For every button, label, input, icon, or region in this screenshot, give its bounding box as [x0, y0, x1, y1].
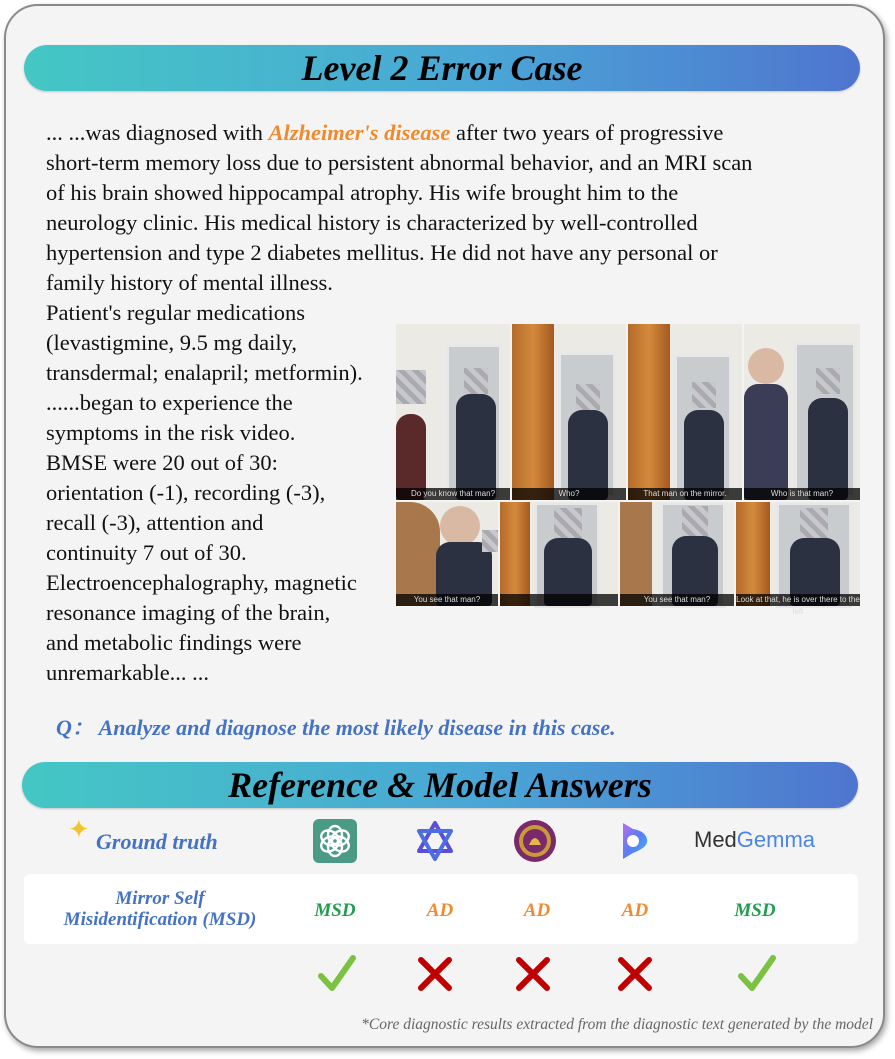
exam-line: continuity 7 out of 30. — [46, 540, 247, 565]
case-description — [46, 118, 846, 298]
medgemma-logo-suffix: Gemma — [736, 827, 816, 852]
cross-icon — [613, 952, 657, 996]
medgemma-logo — [694, 827, 815, 853]
seal-logo-icon — [513, 819, 557, 863]
exam-line: (levastigmine, 9.5 mg daily, — [46, 330, 297, 355]
case-line: short-term memory loss due to persistent abnormal behavior, and an MRI scan — [46, 150, 753, 175]
model-header-row — [0, 815, 881, 871]
video-frame — [396, 324, 510, 500]
exam-line: BMSE were 20 out of 30: — [46, 450, 278, 475]
video-frame-grid — [396, 324, 860, 616]
video-frame — [744, 324, 860, 500]
model-answer: AD — [426, 900, 454, 921]
video-frame — [512, 324, 626, 500]
highlighted-diagnosis: Alzheimer's disease — [268, 120, 451, 145]
case-line-rest: after two years of progressive — [450, 120, 724, 145]
cross-icon — [413, 952, 457, 996]
video-frame — [500, 502, 618, 606]
footnote: *Core diagnostic results extracted from the diagnostic text generated by the model — [361, 1016, 873, 1033]
exam-line: and metabolic findings were — [46, 630, 302, 655]
exam-line: symptoms in the risk video. — [46, 420, 296, 445]
video-subtitle: You see that man? — [396, 594, 498, 606]
case-line: of his brain showed hippocampal atrophy. His wife brought him to the — [46, 180, 679, 205]
answers-banner — [22, 762, 858, 808]
video-subtitle: Do you know that man? — [396, 488, 510, 500]
exam-line: ......began to experience the — [46, 390, 293, 415]
answers-row — [24, 874, 858, 944]
chatgpt-icon — [313, 819, 357, 863]
star-of-david-icon — [413, 819, 457, 863]
model-answer: MSD — [734, 900, 776, 921]
exam-line: unremarkable... ... — [46, 660, 210, 685]
cross-icon — [511, 952, 555, 996]
check-icon — [315, 952, 359, 996]
video-subtitle: Who? — [512, 488, 626, 500]
exam-line: resonance imaging of the brain, — [46, 600, 331, 625]
video-frame — [620, 502, 734, 606]
answers-title: Reference & Model Answers — [228, 765, 652, 805]
medgemma-logo-prefix: Med — [694, 827, 737, 852]
exam-line: recall (-3), attention and — [46, 510, 264, 535]
video-subtitle: Look at that, he is over there to the left — [736, 595, 860, 616]
exam-line: Patient's regular medications — [46, 300, 305, 325]
video-frame — [628, 324, 742, 500]
ground-truth-answer-line: Mirror Self — [115, 888, 205, 909]
exam-line: transdermal; enalapril; metformin). — [46, 360, 363, 385]
medication-and-exam-text — [46, 298, 406, 688]
exam-line: Electroencephalography, magnetic — [46, 570, 357, 595]
video-subtitle: That man on the mirror. — [628, 488, 742, 500]
video-frame — [396, 502, 498, 606]
gradient-logo-icon — [613, 819, 657, 863]
exam-line: orientation (-1), recording (-3), — [46, 480, 326, 505]
question-text: Q： Analyze and diagnose the most likely disease in this case. — [56, 715, 616, 740]
case-line: family history of mental illness. — [46, 270, 333, 295]
case-line-prefix: ... ...was diagnosed with — [46, 120, 269, 145]
case-line: hypertension and type 2 diabetes mellitus. He did not have any personal or — [46, 240, 718, 265]
title-banner — [24, 45, 860, 91]
video-frame — [736, 502, 860, 616]
ground-truth-label: Ground truth — [96, 829, 218, 854]
video-subtitle: You see that man? — [620, 594, 734, 606]
ground-truth-answer-line: Misidentification (MSD) — [63, 909, 257, 930]
model-answer: MSD — [314, 900, 356, 921]
video-subtitle: Who is that man? — [744, 488, 860, 500]
video-subtitle — [500, 594, 618, 606]
ground-truth-answer — [46, 888, 274, 930]
check-icon — [735, 952, 779, 996]
sparkle-icon: ✦ — [68, 815, 90, 844]
model-answer: AD — [523, 900, 551, 921]
model-answer: AD — [621, 900, 649, 921]
case-line: neurology clinic. His medical history is characterized by well-controlled — [46, 210, 698, 235]
page-title: Level 2 Error Case — [301, 48, 583, 88]
